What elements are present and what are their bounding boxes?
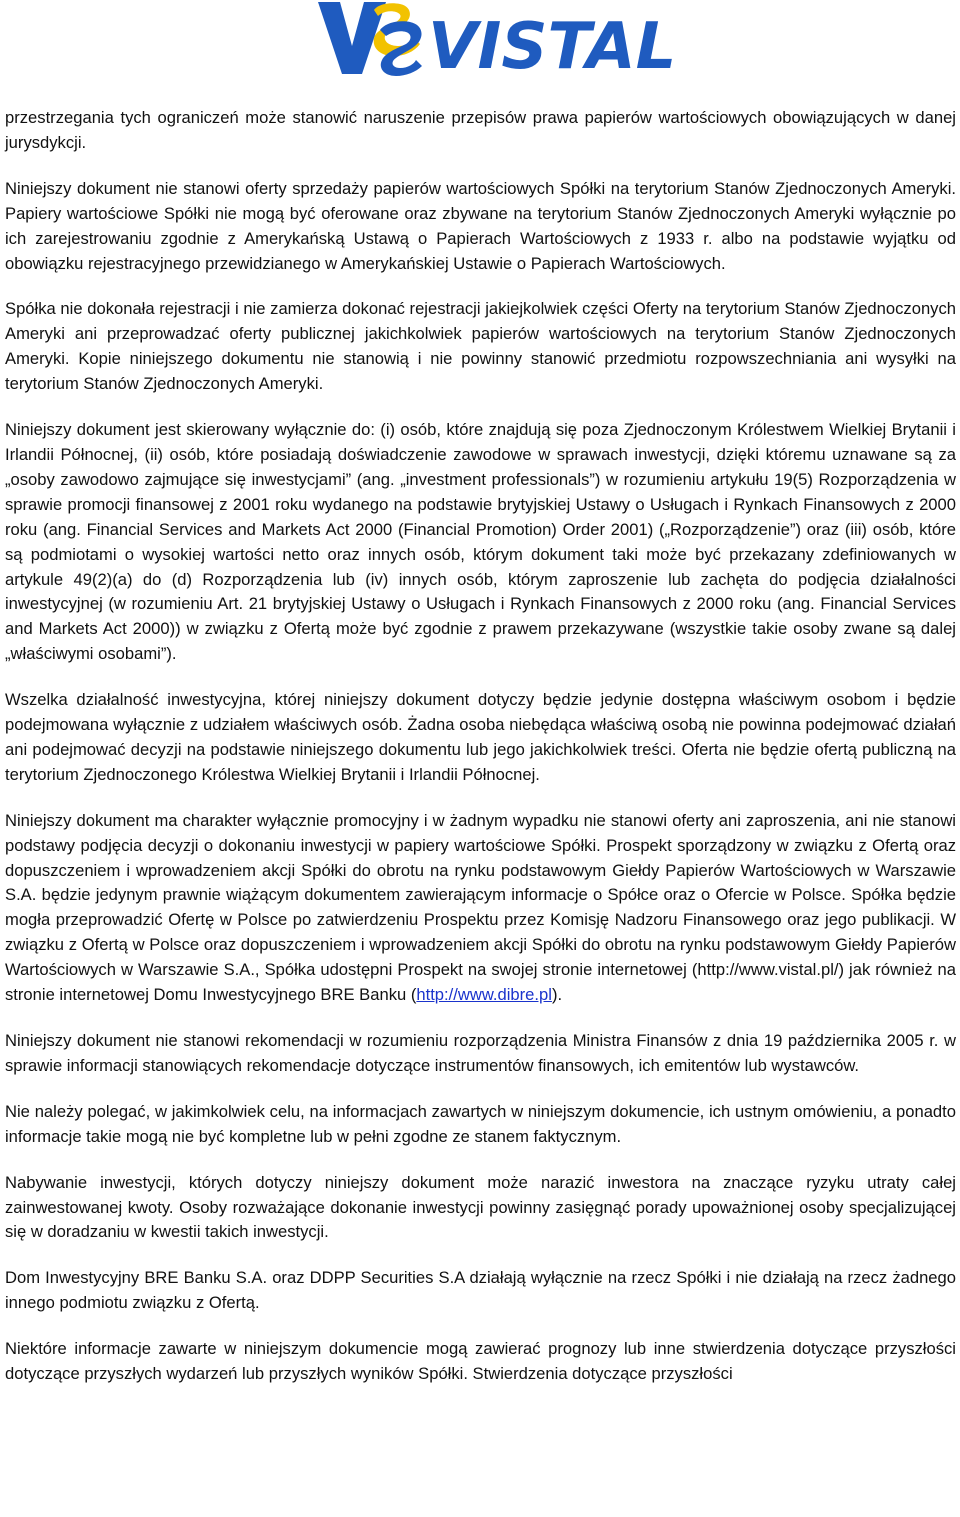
paragraph-8: Nie należy polegać, w jakimkolwiek celu, na informacjach zawartych w niniejszym dokumencie, ich ustnym omówieniu, a ponadto informacje takie mogą nie być kompletne lub w pełni zgodne ze stanem faktycznym. xyxy=(5,1101,956,1146)
paragraph-3: Spółka nie dokonała rejestracji i nie zamierza dokonać rejestracji jakiejkolwiek części Oferty na terytorium Stanów Zjednoczonych Ameryki ani przeprowadzać oferty publicznej jakichkolwiek papierów wartościowych na terytorium Stanów Zjednoczonych Ameryki. Kopie niniejszego dokumentu nie stanowią i nie powinny stanowić przedmiotu rozpowszechniania ani wysyłki na terytorium Stanów Zjednoczonych Ameryki. xyxy=(5,299,956,394)
paragraph-10: Dom Inwestycyjny BRE Banku S.A. oraz DDPP Securities S.A działają wyłącznie na rzecz Spółki i nie działają na rzecz żadnego innego podmiotu związku z Ofertą. xyxy=(5,1268,956,1313)
paragraph-6-text: Niniejszy dokument ma charakter wyłącznie promocyjny i w żadnym wypadku nie stanowi oferty ani zaproszenia, ani nie stanowi podstawy podjęcia decyzji o dokonaniu inwestycji w papiery wartościowe Spółki. Prospekt sporządzony w związku z Ofertą oraz dopuszczeniem i wprowadzeniem akcji Spółki do obrotu na rynku podstawowym Giełdy Papierów Wartościowych w Warszawie S.A. będzie jedynym prawnie wiążącym dokumentem zawierającym informacje o Spółce oraz o Ofercie w Polsce. Spółka będzie mogła przeprowadzić Ofertę w Polsce po zatwierdzeniu Prospektu przez Komisję Nadzoru Finansowego oraz jego publikacji. W związku z Ofertą w Polsce oraz dopuszczeniem i wprowadzeniem akcji Spółki do obrotu na rynku podstawowym Giełdy Papierów Wartościowych w Warszawie S.A., Spółka udostępni Prospekt na swojej stronie internetowej (http://www.vistal.pl/) jak również na stronie internetowej Domu Inwestycyjnego BRE Banku ( xyxy=(5,810,956,1005)
paragraph-4: Niniejszy dokument jest skierowany wyłącznie do: (i) osób, które znajdują się poza Zjednoczonym Królestwem Wielkiej Brytanii i Irlandii Północnej, (ii) osób, które posiadają doświadczenie zawodowe w sprawach inwestycji, dzięki któremu uznawane są za „osoby zawodowo zajmujące się inwestycjami” (ang. „investment professionals”) w rozumieniu artykułu 19(5) Rozporządzenia w sprawie promocji finansowej z 2001 roku wydanego na podstawie brytyjskiej Ustawy o Usługach i Rynkach Finansowych z 2000 roku (ang. Financial Services and Markets Act 2000 (Financial Promotion) Order 2001) („Rozporządzenie”) oraz (iii) osób, które są podmiotami o wysokiej wartości netto oraz innych osób, którym dokument taki może być przekazany zdefiniowanych w artykule 49(2)(a) do (d) Rozporządzenia lub (iv) innych osób, którym zaproszenie lub zachęta do podjęcia działalności inwestycyjnej (w rozumieniu Art. 21 brytyjskiej Ustawy o Usługach i Rynkach Finansowych z 2000 roku (ang. Financial Services and Markets Act 2000)) w związku z Ofertą może być zgodnie z prawem przekazywane (wszystkie takie osoby zwane są dalej „właściwymi osobami”). xyxy=(5,420,956,664)
page-header xyxy=(0,0,960,84)
logo-wordmark: VISTAL xyxy=(428,10,677,84)
document-body xyxy=(5,106,956,1408)
vistal-logo xyxy=(316,0,677,84)
paragraph-11: Niektóre informacje zawarte w niniejszym dokumencie mogą zawierać prognozy lub inne stwierdzenia dotyczące przyszłości dotyczące przyszłych wydarzeń lub przyszłych wyników Spółki. Stwierdzenia dotyczące przyszłości xyxy=(5,1339,956,1384)
paragraph-5: Wszelka działalność inwestycyjna, której niniejszy dokument dotyczy będzie jedynie dostępna właściwym osobom i będzie podejmowana wyłącznie z udziałem właściwych osób. Żadna osoba niebędąca właściwą osobą nie powinna podejmować działań ani podejmować decyzji na podstawie niniejszego dokumentu lub jego jakichkolwiek treści. Oferta nie będzie ofertą publiczną na terytorium Zjednoczonego Królestwa Wielkiej Brytanii i Irlandii Północnej. xyxy=(5,690,956,784)
paragraph-6 xyxy=(5,809,956,1008)
paragraph-7: Niniejszy dokument nie stanowi rekomendacji w rozumieniu rozporządzenia Ministra Finansów z dnia 19 października 2005 r. w sprawie informacji stanowiących rekomendacje dotyczące instrumentów finansowych, ich emitentów lub wystawców. xyxy=(5,1031,956,1075)
paragraph-2: Niniejszy dokument nie stanowi oferty sprzedaży papierów wartościowych Spółki na terytorium Stanów Zjednoczonych Ameryki. Papiery wartościowe Spółki nie mogą być oferowane oraz zbywane na terytorium Stanów Zjednoczonych Ameryki wyłącznie po ich zarejestrowaniu zgodnie z Amerykańską Ustawą o Papierach Wartościowych z 1933 r. albo na podstawie wyjątku od obowiązku rejestracyjnego przewidzianego w Amerykańskiej Ustawie o Papierach Wartościowych. xyxy=(5,178,956,273)
dibre-link[interactable]: http://www.dibre.pl xyxy=(416,985,552,1005)
paragraph-6-after: ). xyxy=(551,985,563,1005)
paragraph-9: Nabywanie inwestycji, których dotyczy niniejszy dokument może narazić inwestora na znaczące ryzyku utraty całej zainwestowanej kwoty. Osoby rozważające dokonanie inwestycji powinny zasięgnąć porady upoważnionej osoby specjalizującej się w doradzaniu w kwestii takich inwestycji. xyxy=(5,1172,956,1242)
paragraph-1: przestrzegania tych ograniczeń może stanowić naruszenie przepisów prawa papierów wartościowych obowiązujących w danej jurysdykcji. xyxy=(5,108,956,152)
